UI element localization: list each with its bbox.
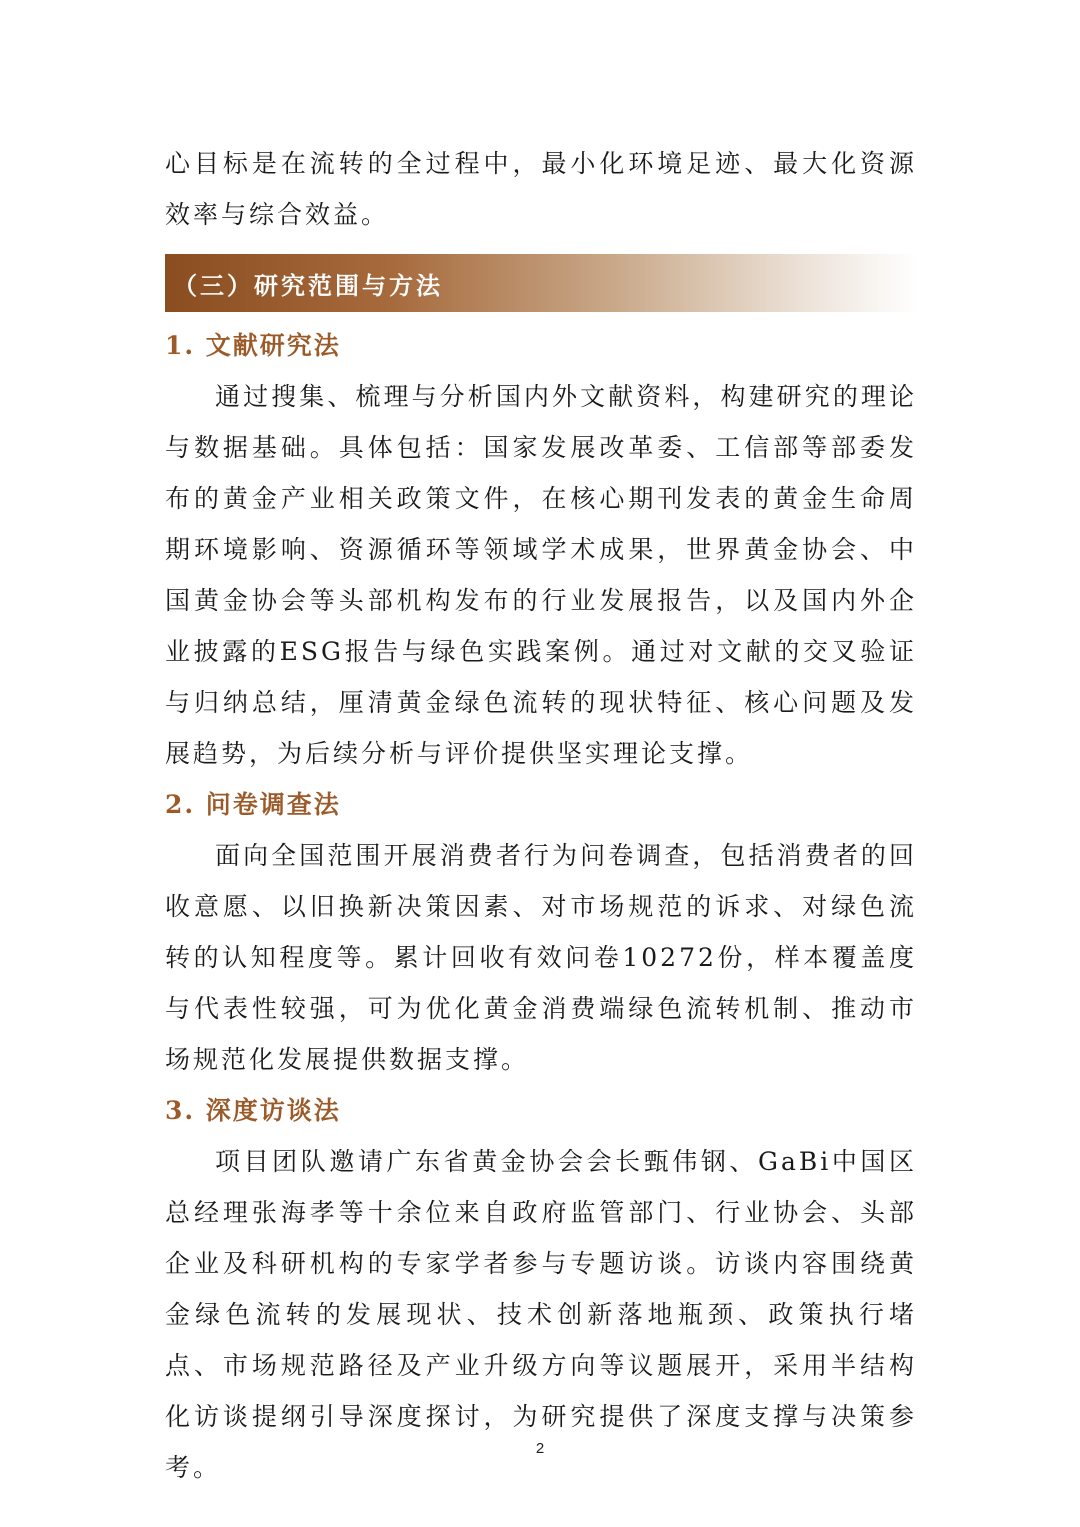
method-heading-interview: 3. 深度访谈法 [165,1096,341,1125]
page-content [165,138,917,1493]
method-body-interview: 项目团队邀请广东省黄金协会会长甄伟钢、GaBi中国区总经理张海孝等十余位来自政府监管部门、行业协会、头部企业及科研机构的专家学者参与专题访谈。访谈内容围绕黄金绿色流转的发展现状、技术创新落地瓶颈、政策执行堵点、市场规范路径及产业升级方向等议题展开，采用半结构化访谈提纲引导深度探讨，为研究提供了深度支撑与决策参考。 [165,1147,917,1482]
intro-paragraph-tail: 心目标是在流转的全过程中，最小化环境足迹、最大化资源效率与综合效益。 [165,149,917,229]
method-body-literature: 通过搜集、梳理与分析国内外文献资料，构建研究的理论与数据基础。具体包括：国家发展改革委、工信部等部委发布的黄金产业相关政策文件，在核心期刊发表的黄金生命周期环境影响、资源循环等领域学术成果，世界黄金协会、中国黄金协会等头部机构发布的行业发展报告，以及国内外企业披露的ESG报告与绿色实践案例。通过对文献的交叉验证与归纳总结，厘清黄金绿色流转的现状特征、核心问题及发展趋势，为后续分析与评价提供坚实理论支撑。 [165,382,917,768]
method-heading-survey: 2. 问卷调查法 [165,790,341,819]
section-title: （三）研究范围与方法 [173,270,443,300]
method-body-survey: 面向全国范围开展消费者行为问卷调查，包括消费者的回收意愿、以旧换新决策因素、对市场规范的诉求、对绿色流转的认知程度等。累计回收有效问卷10272份，样本覆盖度与代表性较强，可为优化黄金消费端绿色流转机制、推动市场规范化发展提供数据支撑。 [165,841,917,1074]
page-number: 2 [535,1440,545,1457]
method-heading-literature: 1. 文献研究法 [165,331,341,360]
section-banner [165,254,917,312]
